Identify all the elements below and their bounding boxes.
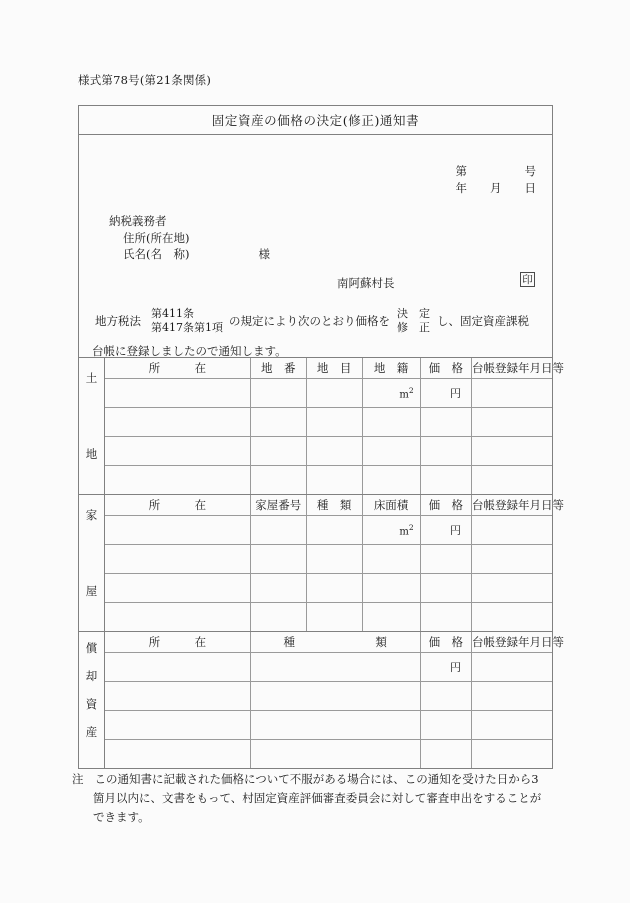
- asset-block-land: [79, 357, 565, 494]
- row-label-land-char-1: 地: [85, 447, 98, 461]
- row-label-land-char-0: 土: [85, 371, 98, 385]
- table-row: [105, 465, 552, 494]
- house-col-location: 所 在: [105, 495, 250, 515]
- action-revise: 修 正: [397, 320, 430, 334]
- depreciable-col-price: 価 格: [420, 632, 471, 652]
- page-title: 固定資産の価格の決定(修正)通知書: [211, 113, 420, 128]
- land-cell-area-2[interactable]: [362, 436, 420, 465]
- footer-note-line-2: 箇月以内に、文書をもって、村固定資産評価審査委員会に対して審査申出をすることが: [93, 791, 542, 805]
- letter-body: [79, 135, 552, 357]
- depreciable-cell-location-1[interactable]: [105, 681, 250, 710]
- depreciable-cell-price-1[interactable]: [420, 681, 471, 710]
- land-cell-area-1[interactable]: [362, 407, 420, 436]
- house-cell-housenumber-3[interactable]: [250, 602, 306, 631]
- land-cell-category-0[interactable]: [306, 378, 362, 407]
- table-row: [105, 652, 552, 681]
- land-cell-price-2[interactable]: [420, 436, 471, 465]
- document-date-line: 年 月 日: [455, 181, 536, 195]
- footer-note-line-3: できます。: [93, 810, 150, 824]
- land-col-category: 地 目: [306, 358, 362, 378]
- house-cell-type-2[interactable]: [306, 573, 362, 602]
- house-col-floorarea: 床面積: [362, 495, 420, 515]
- row-label-house-char-1: 屋: [85, 584, 98, 598]
- depreciable-cell-regdate-2[interactable]: [472, 710, 552, 739]
- table-row: [105, 739, 552, 768]
- land-cell-regdate-2[interactable]: [472, 436, 552, 465]
- depreciable-cell-regdate-3[interactable]: [472, 739, 552, 768]
- land-cell-price-0[interactable]: [420, 378, 471, 407]
- table-row: [105, 573, 552, 602]
- house-cell-price-1[interactable]: [420, 544, 471, 573]
- footer-note-line-1: [72, 770, 562, 789]
- document-number-block: [456, 163, 537, 197]
- land-cell-category-1[interactable]: [306, 407, 362, 436]
- land-cell-category-3[interactable]: [306, 465, 362, 494]
- house-cell-location-1[interactable]: [105, 544, 250, 573]
- addressee-honorific: 様: [258, 247, 270, 261]
- law-name: 地方税法: [95, 313, 141, 328]
- row-label-depreciable: [79, 632, 105, 768]
- land-cell-location-1[interactable]: [105, 407, 250, 436]
- form-number-label: 様式第78号(第21条関係): [78, 73, 212, 87]
- unit-yen: 円: [450, 524, 462, 537]
- law-article-stack: [141, 307, 229, 334]
- land-cell-area-0[interactable]: [362, 378, 420, 407]
- house-cell-regdate-1[interactable]: [472, 544, 552, 573]
- house-col-registration-date: 台帳登録年月日等: [472, 495, 552, 515]
- land-cell-area-3[interactable]: [362, 465, 420, 494]
- seal-stamp-icon: 印: [520, 272, 535, 287]
- depreciable-cell-type-3[interactable]: [250, 739, 420, 768]
- depreciable-col-registration-date: 台帳登録年月日等: [472, 632, 552, 652]
- land-cell-lotnumber-1[interactable]: [250, 407, 306, 436]
- depreciable-cell-type-2[interactable]: [250, 710, 420, 739]
- depreciable-cell-type-0[interactable]: [250, 652, 420, 681]
- asset-block-house: [79, 494, 565, 631]
- land-col-area: 地 籍: [362, 358, 420, 378]
- house-cell-regdate-2[interactable]: [472, 573, 552, 602]
- land-cell-regdate-3[interactable]: [472, 465, 552, 494]
- notice-frame: [78, 105, 565, 769]
- law-article-1: 第411条: [151, 307, 194, 320]
- table-row: [105, 602, 552, 631]
- house-cell-type-3[interactable]: [306, 602, 362, 631]
- depreciable-cell-type-1[interactable]: [250, 681, 420, 710]
- house-cell-regdate-0[interactable]: [472, 515, 552, 544]
- land-cell-regdate-0[interactable]: [472, 378, 552, 407]
- house-cell-price-2[interactable]: [420, 573, 471, 602]
- depreciable-cell-regdate-1[interactable]: [472, 681, 552, 710]
- law-article-2: 第417条第1項: [151, 320, 223, 334]
- depreciable-cell-location-0[interactable]: [105, 652, 250, 681]
- house-table: [105, 495, 565, 631]
- addressee-label: 納税義務者: [109, 214, 167, 228]
- house-cell-price-3[interactable]: [420, 602, 471, 631]
- depreciable-cell-price-3[interactable]: [420, 739, 471, 768]
- house-table-header-row: [105, 495, 552, 515]
- table-row: [105, 407, 552, 436]
- addressee-block: [109, 213, 270, 263]
- land-cell-lotnumber-2[interactable]: [250, 436, 306, 465]
- depreciable-cell-regdate-0[interactable]: [472, 652, 552, 681]
- house-cell-housenumber-2[interactable]: [250, 573, 306, 602]
- table-row: [105, 710, 552, 739]
- land-cell-location-2[interactable]: [105, 436, 250, 465]
- document-number-line: 第 号: [455, 164, 536, 178]
- house-cell-floorarea-3[interactable]: [362, 602, 420, 631]
- unit-yen: 円: [450, 661, 462, 674]
- house-col-price: 価 格: [420, 495, 471, 515]
- addressee-name-line: [109, 246, 270, 263]
- land-cell-location-0[interactable]: [105, 378, 250, 407]
- row-label-house: [79, 495, 105, 631]
- footer-note: [72, 770, 562, 827]
- unit-square-meter: $m^2$: [399, 522, 414, 538]
- legal-line-2: 台帳に登録しましたので通知します。: [92, 344, 287, 358]
- land-cell-lotnumber-3[interactable]: [250, 465, 306, 494]
- land-cell-location-3[interactable]: [105, 465, 250, 494]
- land-col-registration-date: 台帳登録年月日等: [472, 358, 552, 378]
- depreciable-cell-location-2[interactable]: [105, 710, 250, 739]
- depreciable-col-location: 所 在: [105, 632, 250, 652]
- table-row: [105, 515, 552, 544]
- row-label-depreciable-char-0: 償: [85, 641, 98, 655]
- row-label-depreciable-char-1: 却: [85, 669, 98, 683]
- issuer-name: 南阿蘇村長: [337, 276, 395, 290]
- depreciable-cell-location-3[interactable]: [105, 739, 250, 768]
- asset-block-depreciable: [79, 631, 565, 768]
- footer-note-text-1: この通知書に記載された価格について不服がある場合には、この通知を受けた日から3: [94, 772, 539, 786]
- addressee-name-label: 氏名(名 称): [123, 247, 190, 261]
- depreciable-table-header-row: [105, 632, 552, 652]
- legal-line-1: [92, 307, 544, 334]
- house-cell-type-1[interactable]: [306, 544, 362, 573]
- house-cell-floorarea-0[interactable]: [362, 515, 420, 544]
- house-cell-housenumber-1[interactable]: [250, 544, 306, 573]
- footer-note-marker: 注: [72, 772, 84, 786]
- table-row: [105, 544, 552, 573]
- land-cell-price-3[interactable]: [420, 465, 471, 494]
- house-cell-regdate-3[interactable]: [472, 602, 552, 631]
- addressee-address-label: 住所(所在地): [123, 230, 190, 245]
- legal-middle-text: の規定により次のとおり価格を: [229, 313, 390, 328]
- row-label-land: [79, 358, 105, 494]
- unit-square-meter: $m^2$: [399, 385, 414, 401]
- house-cell-floorarea-2[interactable]: [362, 573, 420, 602]
- land-cell-price-1[interactable]: [420, 407, 471, 436]
- legal-tail-text: し、固定資産課税: [437, 313, 529, 328]
- land-cell-regdate-1[interactable]: [472, 407, 552, 436]
- land-col-lotnumber: 地 番: [250, 358, 306, 378]
- title-band: [79, 106, 552, 135]
- depreciable-cell-price-2[interactable]: [420, 710, 471, 739]
- house-cell-housenumber-0[interactable]: [250, 515, 306, 544]
- row-label-depreciable-char-2: 資: [85, 697, 98, 711]
- house-cell-location-3[interactable]: [105, 602, 250, 631]
- land-col-location: 所 在: [105, 358, 250, 378]
- depreciable-col-type: 種 類: [250, 632, 420, 652]
- row-label-depreciable-char-3: 産: [85, 725, 98, 739]
- land-cell-lotnumber-0[interactable]: [250, 378, 306, 407]
- land-cell-category-2[interactable]: [306, 436, 362, 465]
- land-col-price: 価 格: [420, 358, 471, 378]
- legal-paragraph: [92, 307, 544, 359]
- table-row: [105, 378, 552, 407]
- land-table: [105, 358, 565, 494]
- house-cell-location-0[interactable]: [105, 515, 250, 544]
- house-cell-floorarea-1[interactable]: [362, 544, 420, 573]
- house-cell-location-2[interactable]: [105, 573, 250, 602]
- house-cell-price-0[interactable]: [420, 515, 471, 544]
- depreciable-cell-price-0[interactable]: [420, 652, 471, 681]
- unit-yen: 円: [450, 387, 462, 400]
- land-table-header-row: [105, 358, 552, 378]
- table-row: [105, 436, 552, 465]
- table-row: [105, 681, 552, 710]
- depreciable-table: [105, 632, 565, 768]
- action-choice-stack: [390, 307, 437, 334]
- house-col-type: 種 類: [306, 495, 362, 515]
- house-col-housenumber: 家屋番号: [250, 495, 306, 515]
- row-label-house-char-0: 家: [85, 508, 98, 522]
- house-cell-type-0[interactable]: [306, 515, 362, 544]
- action-decide: 決 定: [397, 307, 430, 320]
